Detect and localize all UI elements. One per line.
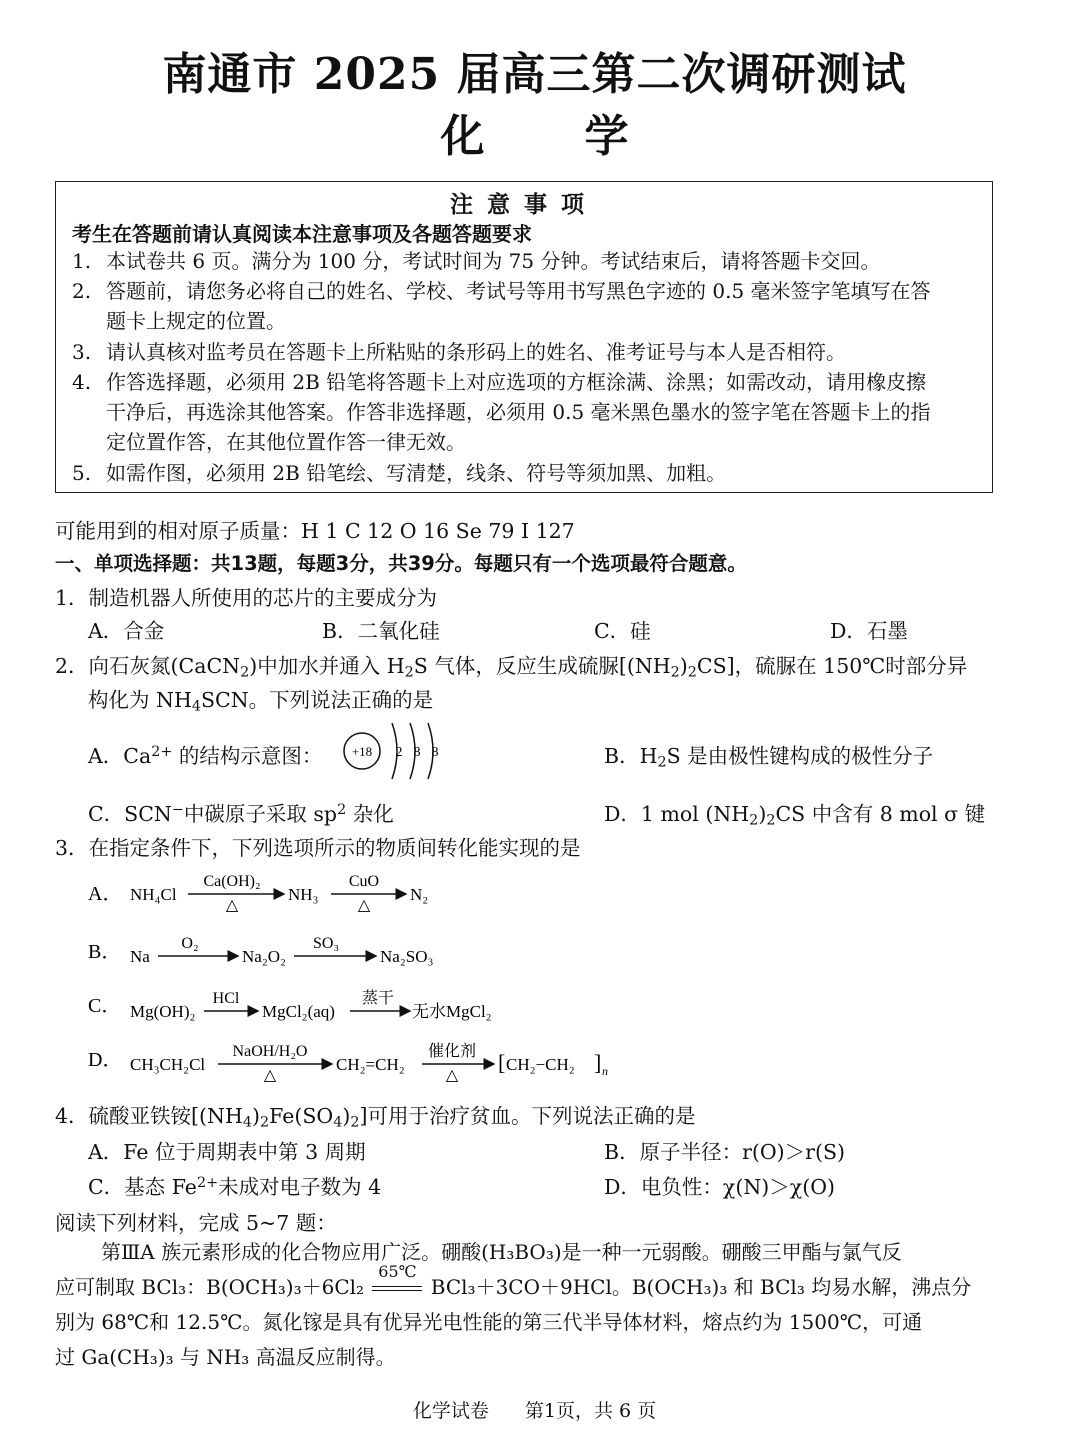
q3-b-species: Na <box>130 947 150 966</box>
q1-option-b: B．二氧化硅 <box>322 619 440 643</box>
reaction-condition <box>370 1262 424 1305</box>
notice-item <box>72 276 977 336</box>
subject-char-1: 化 <box>440 111 485 162</box>
reading-intro: 阅读下列材料，完成 5~7 题： <box>55 1211 337 1235</box>
q3-option-d-label: D． <box>88 1049 123 1071</box>
atomic-mass-line: 可能用到的相对原子质量：H 1 C 12 O 16 Se 79 I 127 <box>55 519 575 543</box>
notice-item-text: 答题前，请您务必将自己的姓名、学校、考试号等用书写黑色字迹的 0.5 毫米签字笔填写在答 <box>106 279 931 303</box>
q2-stem-part: CS]，硫脲在 150℃时部分异 <box>696 654 968 678</box>
question-2-stem-cont: 构化为 $NH_4SCN$。下列说法正确的是 <box>88 688 434 715</box>
q2-stem-part: S 气体，反应生成硫脲[(NH <box>413 654 671 678</box>
q3-option-c-label: C． <box>88 995 122 1017</box>
q2-c-text: 杂化 <box>346 802 394 826</box>
question-3-stem: 3．在指定条件下，下列选项所示的物质间转化能实现的是 <box>55 836 581 860</box>
q3-b-species: Na₂SO₃ <box>380 947 434 966</box>
q2-b-text: S 是由极性键构成的极性分子 <box>666 744 934 768</box>
q3-option-b-label: B． <box>88 941 122 963</box>
shell-electron-count: 2 <box>395 745 403 760</box>
q1-option-a: A．合金 <box>88 619 165 643</box>
shell-electron-count: 8 <box>413 745 421 760</box>
footer-page-number: 第1页，共 6 页 <box>524 1400 657 1422</box>
q2-option-d: D．1 mol $(NH_2)_2CS$ 中含有 8 mol σ 键 <box>604 802 986 829</box>
notice-item <box>72 367 977 457</box>
notice-title: 注意事项 <box>450 191 598 218</box>
notice-item-text: 如需作图，必须用 2B 铅笔绘、写清楚，线条、符号等须加黑、加粗。 <box>106 461 727 485</box>
subject-char-2: 学 <box>584 111 629 162</box>
notice-subtitle: 考生在答题前请认真阅读本注意事项及各题答题要求 <box>72 222 532 246</box>
q3-d-reagent: NaOH/H₂O <box>232 1043 308 1060</box>
question-1-stem: 1．制造机器人所使用的芯片的主要成分为 <box>55 586 438 610</box>
notice-item-number: 3. <box>72 340 92 364</box>
q3-a-species: NH₃ <box>288 885 319 904</box>
q3-a-species: NH₄Cl <box>130 885 177 904</box>
notice-item-text-cont: 题卡上规定的位置。 <box>106 309 286 333</box>
q3-c-reagent: HCl <box>212 990 240 1007</box>
equals-line <box>372 1290 422 1291</box>
q2-stem-part: )中加水并通入 H <box>249 654 405 678</box>
q4-c-text: 未成对电子数为 4 <box>218 1175 382 1199</box>
q2-d-text: ) <box>758 802 767 826</box>
notice-item <box>72 458 977 488</box>
footer-subject: 化学试卷 <box>412 1400 489 1422</box>
nucleus-charge: +18 <box>351 744 373 759</box>
q3-d-species: CH₂=CH₂ <box>336 1055 405 1074</box>
notice-item-number: 4. <box>72 370 92 394</box>
reading-text: BCl₃＋3CO＋9HCl。B(OCH₃)₃ 和 BCl₃ 均易水解，沸点分 <box>430 1275 972 1299</box>
q3-a-species: N₂ <box>410 885 429 904</box>
question-2-stem: 2．向石灰氮(CaCN$_2$)中加水并通入 $H_2S$ 气体，反应生成硫脲$[(NH_2)_2CS]$，硫脲在 150℃时部分异 <box>55 654 968 681</box>
q2-option-b: B．$H_2S$ 是由极性键构成的极性分子 <box>604 744 934 771</box>
q3-d-species: CH₂−CH₂ <box>506 1055 575 1074</box>
q2-c-text: C．SCN <box>88 802 172 826</box>
q2-option-a <box>88 739 322 769</box>
reading-text: 应可制取 BCl₃：B(OCH₃)₃＋6Cl₂ <box>55 1275 365 1299</box>
page-title: 南通市 2025 届高三第二次调研测试 <box>162 49 907 100</box>
q3-b-species: Na₂O₂ <box>242 947 286 966</box>
q4-c-sup: 2+ <box>196 1174 219 1191</box>
q3-c-species: 无水MgCl₂ <box>412 1002 492 1021</box>
reading-line: 第ⅢA 族元素形成的化合物应用广泛。硼酸(H₃BO₃)是一种一元弱酸。硼酸三甲酯与氯气反 <box>101 1240 902 1264</box>
polymer-bracket-left: [ <box>498 1050 506 1075</box>
reading-line <box>55 1262 1010 1305</box>
q2-stem-part: ) <box>679 654 688 678</box>
q2-c-text: 中碳原子采取 sp <box>183 802 338 826</box>
q1-option-c: C．硅 <box>594 619 651 643</box>
q2-d-text: CS 中含有 8 mol σ 键 <box>775 802 986 826</box>
q3-option-a-label: A． <box>88 883 123 905</box>
subject-title <box>0 100 1069 164</box>
q2-a-text: A．Ca <box>88 744 152 768</box>
shell-electron-count: 8 <box>431 745 439 760</box>
notice-item-number: 1. <box>72 249 92 273</box>
notice-item-text: 请认真核对监考员在答题卡上所粘贴的条形码上的姓名、准考证号与本人是否相符。 <box>106 340 846 364</box>
notice-item-text-cont: 定位置作答，在其他位置作答一律无效。 <box>106 430 466 454</box>
q4-stem-part: ) <box>252 1104 260 1128</box>
reading-line: 过 Ga(CH₃)₃ 与 NH₃ 高温反应制得。 <box>55 1345 396 1369</box>
q3-c-species: Mg(OH)₂ <box>130 1002 196 1021</box>
q2-a-sup: 2+ <box>151 743 173 760</box>
q4-stem-part: Fe(SO <box>269 1104 334 1128</box>
q3-c-species: MgCl₂(aq) <box>262 1002 335 1021</box>
notice-box <box>55 181 993 493</box>
reading-passage <box>55 1235 1010 1375</box>
q4-stem-part: ]可用于治疗贫血。下列说法正确的是 <box>359 1104 696 1128</box>
notice-item-text: 作答选择题，必须用 2B 铅笔将答题卡上对应选项的方框涂满、涂黑；如需改动，请用橡皮擦 <box>106 370 927 394</box>
q2-stem-part: SCN。下列说法正确的是 <box>200 688 434 712</box>
q3-c-reagent: 蒸干 <box>361 990 395 1007</box>
reading-line: 别为 68℃和 12.5℃。氮化镓是具有优异光电性能的第三代半导体材料，熔点约为 1500℃，可通 <box>55 1310 923 1334</box>
notice-item-number: 2. <box>72 279 92 303</box>
q2-c-sup: 2 <box>337 801 347 818</box>
polymer-subscript: n <box>602 1064 608 1078</box>
heat-symbol: △ <box>445 1067 459 1084</box>
heat-symbol: △ <box>263 1067 277 1084</box>
q4-option-a: A．Fe 位于周期表中第 3 周期 <box>88 1140 366 1164</box>
q2-b-text: B．H <box>604 744 658 768</box>
q1-option-d: D．石墨 <box>830 619 908 643</box>
q4-stem-part: ) <box>342 1104 351 1128</box>
q2-d-text: D．1 mol (NH <box>604 802 750 826</box>
q4-option-b: B．原子半径：r(O)＞r(S) <box>604 1140 846 1164</box>
q2-stem-part: 2．向石灰氮(CaCN <box>55 654 241 678</box>
polymer-bracket-right: ] <box>594 1050 602 1075</box>
section-header: 一、单项选择题：共13题，每题3分，共39分。每题只有一个选项最符合题意。 <box>55 552 747 575</box>
q2-option-c <box>88 797 394 827</box>
q4-stem-part: 4．硫酸亚铁铵[(NH <box>55 1104 243 1128</box>
q4-option-d: D．电负性：χ(N)＞χ(O) <box>604 1175 836 1199</box>
ca-ion-structure-diagram <box>340 717 450 785</box>
q4-option-c <box>88 1170 381 1200</box>
question-4-stem: 4．硫酸亚铁铵$[(NH_4)_2Fe(SO_4)_2]$可用于治疗贫血。下列说法正确的是 <box>55 1104 696 1131</box>
notice-item-text: 本试卷共 6 页。满分为 100 分，考试时间为 75 分钟。考试结束后，请将答题卡交回。 <box>106 249 881 273</box>
heat-symbol: △ <box>357 897 371 914</box>
reaction-temperature: 65℃ <box>378 1262 417 1281</box>
q3-d-reagent: 催化剂 <box>427 1043 477 1060</box>
q3-a-reagent: Ca(OH)₂ <box>203 873 261 890</box>
q3-reaction-schemes <box>86 862 646 1092</box>
heat-symbol: △ <box>225 897 239 914</box>
notice-item-text-cont: 干净后，再选涂其他答案。作答非选择题，必须用 0.5 毫米黑色墨水的签字笔在答题卡上的指 <box>106 400 931 424</box>
q2-stem-part: 构化为 NH <box>88 688 192 712</box>
q3-b-reagent: O₂ <box>181 935 199 952</box>
notice-item-number: 5. <box>72 461 92 485</box>
page-footer <box>0 1396 1069 1423</box>
notice-item <box>72 246 977 276</box>
q2-c-sup: − <box>171 801 184 818</box>
q3-b-reagent: SO₃ <box>312 935 340 952</box>
q4-c-text: C．基态 Fe <box>88 1175 197 1199</box>
q3-d-species: CH₃CH₂Cl <box>130 1055 206 1074</box>
equals-line <box>372 1286 422 1287</box>
q3-a-reagent: CuO <box>348 873 380 890</box>
notice-item <box>72 337 977 367</box>
q2-a-text: 的结构示意图： <box>172 744 323 768</box>
